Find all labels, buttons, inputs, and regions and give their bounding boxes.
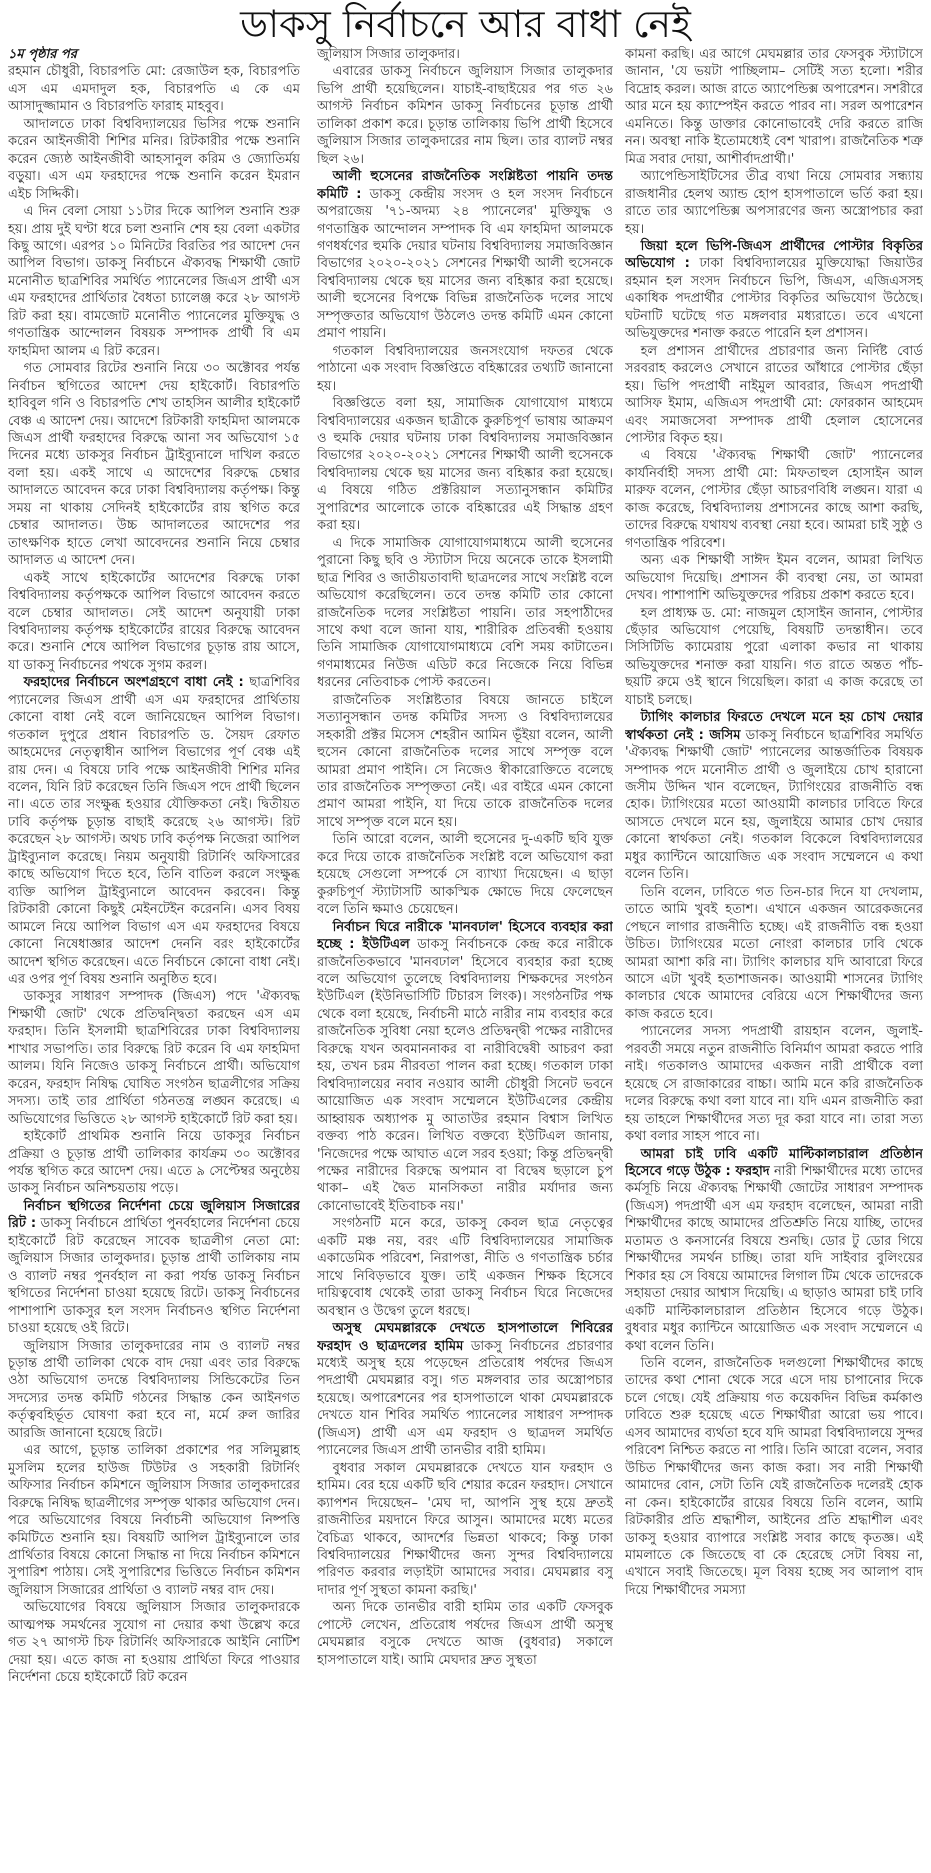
paragraph-text: আদালতে ঢাকা বিশ্ববিদ্যালয়ের ভিসির পক্ষে শুনানি করেন আইনজীবী শিশির মনির। রিটকারীর পক্ষে শুনানি করেন জ্যেষ্ঠ আইনজীবী আহসানুল করিম ও জ্যোতির্ময় বড়ুয়া। এস এম ফরহাদের পক্ষে শুনানি করেন ইমরান এইচ সিদ্দিকী। bbox=[8, 116, 300, 202]
article-paragraph bbox=[8, 203, 300, 360]
paragraph-text: ডাকসু নির্বাচনকে কেন্দ্র করে নারীকে রাজনৈতিকভাবে 'মানবঢাল' হিসেবে ব্যবহার করা হচ্ছে বলে অভিযোগ তুলেছে বিশ্ববিদ্যালয় শিক্ষকদের সংগঠন ইউটিএল (ইউনিভার্সিটি টিচারস লিংক)। সংগঠনটির পক্ষ থেকে বলা হয়েছে, নির্বাচনী মাঠে নারীর নাম ব্যবহার করে রাজনৈতিক সুবিধা নেয়া হলেও প্রতিদ্বন্দ্বী পক্ষের নারীদের বিরুদ্ধে যখন অবমাননাকর বা নারীবিদ্বেষী আচরণ করা হয়, তখন চরম নীরবতা পালন করা হচ্ছে। গতকাল ঢাকা বিশ্ববিদ্যালয়ের নবাব নওয়াব আলী চৌধুরী সিনেট ভবনে আয়োজিত এক সংবাদ সম্মেলনে ইউটিএলের কেন্দ্রীয় আহ্বায়ক অধ্যাপক মু আতাউর রহমান বিশ্বাস লিখিত বক্তব্য পাঠ করেন। লিখিত বক্তব্যে ইউটিএল জানায়, 'নিজেদের পক্ষে আঘাত এলে সরব হওয়া; কিন্তু প্রতিদ্বন্দ্বী পক্ষের নারীদের বিরুদ্ধে অপমান বা বিদ্বেষ ছড়ালে চুপ থাকা– এই দ্বৈত মানসিকতা নারীর মর্যাদার জন্য কোনোভাবেই ইতিবাচক নয়।' bbox=[317, 937, 613, 1214]
article-column-1 bbox=[8, 46, 300, 1871]
subheading: নির্বাচন ঘিরে নারীকে 'মানবঢাল' হিসেবে ব্যবহার করা হচ্ছে : ইউটিএল bbox=[317, 919, 613, 953]
paragraph-text: প্যানেলের সদস্য পদপ্রার্থী রায়হান বলেন, জুলাই-পরবর্তী সময়ে নতুন রাজনীতি বিনির্মাণ আমরা করতে পারি নাই। গতকালও আমাদের একজন নারী প্রার্থীকে বলা হয়েছে সে রাজাকারের বাচ্চা। আমি মনে করি রাজনৈতিক দলের বিরুদ্ধে কথা বলা যাবে না। যদি এমন রাজনীতি করা হয় তাহলে শিক্ষার্থীদের সত্য দূর করা যাবে না। তারা সত্য কথা বলার সাহস পাবে না। bbox=[625, 1024, 923, 1145]
article-paragraph bbox=[317, 535, 613, 692]
article-paragraph bbox=[625, 447, 923, 552]
subheading: অসুস্থ মেঘমল্লারকে দেখতে হাসপাতালে শিবিরের ফরহাদ ও ছাত্রদলের হামিম bbox=[317, 1321, 613, 1354]
article-paragraph bbox=[317, 46, 613, 63]
article-paragraph bbox=[317, 1599, 613, 1669]
paragraph-text: রহমান চৌধুরী, বিচারপতি মো: রেজাউল হক, বিচারপতি এস এম এমদাদুল হক, বিচারপতি এ কে এম আসাদুজ্জামান ও বিচারপতি ফারাহ মাহবুব। bbox=[8, 64, 300, 115]
article-paragraph bbox=[625, 1146, 923, 1355]
headline: ডাকসু নির্বাচনে আর বাধা নেই bbox=[240, 2, 691, 46]
article-paragraph bbox=[625, 552, 923, 604]
paragraph-text: হল প্রশাসন প্রার্থীদের প্রচারণার জন্য নির্দিষ্ট বোর্ড সরবরাহ করলেও সেখানে রাতের আঁধারে পোস্টার ছেঁড়া হয়। ভিপি পদপ্রার্থী নাইমুল আবরার, জিএস পদপ্রার্থী আসিফ ইমাম, এজিএস পদপ্রার্থী মো: ফোরকান আহমেদ এবং সমাজসেবা সম্পাদক প্রার্থী হেলাল হোসেনের পোস্টার বিকৃত হয়। bbox=[625, 343, 923, 446]
paragraph-text: নারী শিক্ষার্থীদের মধ্যে তাদের কর্মসূচি নিয়ে ঐক্যবদ্ধ শিক্ষার্থী জোটের সাধারণ সম্পাদক (জিএস) পদপ্রার্থী এস এম ফরহাদ বলেছেন, আমরা নারী শিক্ষার্থীদের কাছে আমাদের প্রতিশ্রুতি নিয়ে যাচ্ছি, তাদের মতামত ও কনসার্নের বিষয়ে শুনছি। ডোর টু ডোর গিয়ে শিক্ষার্থীদের সমর্থন চাচ্ছি। তারা যদি সাইবার বুলিংয়ের শিকার হয় সে বিষয়ে আমাদের লিগাল টিম থেকে তাদেরকে সহায়তা দেয়ার আশ্বাস দিয়েছি। এ ছাড়াও আমরা চাই ঢাবি একটি মাল্টিকালচারাল প্রতিষ্ঠান হিসেবে গড়ে উঠুক। বুধবার মধুর ক্যান্টিনে আয়োজিত এক সংবাদ সম্মেলনে এ কথা বলেন তিনি। bbox=[625, 1164, 923, 1354]
paragraph-text: জুলিয়াস সিজার তালুকদার। bbox=[317, 47, 460, 62]
paragraph-text: সংগঠনটি মনে করে, ডাকসু কেবল ছাত্র নেতৃত্বের একটি মঞ্চ নয়, বরং এটি বিশ্ববিদ্যালয়ের সামাজিক একাডেমিক পরিবেশ, নিরাপত্তা, নীতি ও গণতান্ত্রিক চর্চার সাথে নিবিড়ভাবে যুক্ত। তাই একজন শিক্ষক হিসেবে দায়িত্ববোধ থেকেই তারা ডাকসু নির্বাচন ঘিরে নিজেদের অবস্থান ও উদ্বেগ তুলে ধরছে। bbox=[317, 1216, 613, 1319]
article-paragraph bbox=[625, 605, 923, 710]
article-paragraph bbox=[625, 709, 923, 884]
subheading: জিয়া হলে ভিপি-জিএস প্রার্থীদের পোস্টার বিকৃতির অভিযোগ : bbox=[625, 238, 923, 272]
article-paragraph bbox=[317, 63, 613, 168]
article-paragraph bbox=[8, 570, 300, 675]
paragraph-text: ডাকসু নির্বাচনে ছাত্রশিবির সমর্থিত 'ঐক্যবদ্ধ শিক্ষার্থী জোট' প্যানেলের আন্তর্জাতিক বিষয়ক সম্পাদক পদে মনোনীত প্রার্থী ও জুলাইয়ে চোখ হারানো জসীম উদ্দিন খান বলেছেন, ট্যাগিংয়ের রাজনীতি বন্ধ হোক। ট্যাগিংয়ের মতো আওয়ামী কালচার ঢাবিতে ফিরে আসতে দেখলে মনে হয়, জুলাইয়ে আমার চোখ দেয়ার কোনো স্বার্থকতা নেই। গতকাল বিকেলে বিশ্ববিদ্যালয়ের মধুর ক্যান্টিনে আয়োজিত এক সংবাদ সম্মেলনে এ কথা বলেন তিনি। bbox=[625, 727, 923, 883]
article-paragraph bbox=[8, 1442, 300, 1599]
paragraph-text: ঢাকা বিশ্ববিদ্যালয়ের মুক্তিযোদ্ধা জিয়াউর রহমান হল সংসদ নির্বাচনে ভিপি, জিএস, এজিএসসহ একাধিক পদপ্রার্থীর পোস্টার বিকৃতির অভিযোগ উঠেছে। ঘটনাটি ঘটেছে গত মঙ্গলবার মধ্যরাতে। তবে এখনো অভিযুক্তদের শনাক্ত করতে পারেনি হল প্রশাসন। bbox=[625, 256, 923, 342]
paragraph-text: ডাকসু নির্বাচনে প্রার্থিতা পুনর্বহালের নির্দেশনা চেয়ে হাইকোর্টে রিট করেছেন সাবেক ছাত্রলীগ নেতা মো: জুলিয়াস সিজার তালুকদার। চূড়ান্ত প্রার্থী তালিকায় নাম ও ব্যালট নম্বর পুনর্বহাল না করা পর্যন্ত ডাকসু নির্বাচন স্থগিতের নির্দেশনা চাওয়া হয়েছে রিটে। ডাকসু নির্বাচনের পাশাপাশি ডাকসুর হল সংসদ নির্বাচনও স্থগিত নির্দেশনা চাওয়া হয়েছে ওই রিটে। bbox=[8, 1216, 300, 1337]
paragraph-text: রাজনৈতিক সংশ্লিষ্টতার বিষয়ে জানতে চাইলে সত্যানুসন্ধান তদন্ত কমিটির সদস্য ও বিশ্ববিদ্যালয়ের সহকারী প্রক্টর মিসেস শেহরীন আমিন ভূঁইয়া বলেন, আলী হুসেন কোনো রাজনৈতিক দলের সাথে সম্পৃক্ত বলে আমরা প্রমাণ পাইনি। সে নিজেও স্বীকারোক্তিতে বলেছে তার রাজনৈতিক সম্পৃক্ততা নেই। এর বাইরে এমন কোনো প্রমাণ আমরা পাইনি, যা দিয়ে তাকে রাজনৈতিক দলের সাথে সম্পৃক্ত বলে মনে হয়। bbox=[317, 692, 613, 830]
article-paragraph bbox=[625, 884, 923, 1024]
article-paragraph bbox=[8, 1338, 300, 1443]
article-paragraph bbox=[8, 1128, 300, 1198]
paragraph-text: বুধবার সকাল মেঘমল্লারকে দেখতে যান ফরহাদ ও হামিম। বের হয়ে একটি ছবি শেয়ার করেন ফরহাদ। সেখানে ক্যাপশন দিয়েছেন– 'মেঘ দা, আপনি সুস্থ হয়ে দ্রুতই রাজনীতির ময়দানে ফিরে আসুন। আমাদের মধ্যে মতের বৈচিত্র্য থাকবে, আদর্শের ভিন্নতা থাকবে; কিন্তু ঢাকা বিশ্ববিদ্যালয়ের শিক্ষার্থীদের জন্য সুন্দর বিশ্ববিদ্যালয়ে পরিণত করবার লড়াইটা আমাদের সবার। মেঘমল্লার বসু দাদার পূর্ণ সুস্থতা কামনা করছি।' bbox=[317, 1460, 613, 1598]
paragraph-text: তিনি আরো বলেন, আলী হুসেনের দু-একটি ছবি যুক্ত করে দিয়ে তাকে রাজনৈতিক সংশ্লিষ্ট বলে অভিযোগ করা হয়েছে সেগুলো সম্পর্কে সে ব্যাখ্যা দিয়েছেন। এ ছাড়া কুরুচিপূর্ণ স্ট্যাটাসটি আকস্মিক ক্ষোভে দিয়ে ফেলেছেন বলে তিনি ক্ষমাও চেয়েছেন। bbox=[317, 832, 613, 918]
paragraph-text: ডাকসুর সাধারণ সম্পাদক (জিএস) পদে 'ঐক্যবদ্ধ শিক্ষার্থী জোট' থেকে প্রতিদ্বন্দ্বিতা করছেন এস এম ফরহাদ। তিনি ইসলামী ছাত্রশিবিরের ঢাকা বিশ্ববিদ্যালয় শাখার সভাপতি। তার বিরুদ্ধে রিট করেন বি এম ফাহমিদা আলম। যিনি নিজেও ডাকসু নির্বাচনে প্রার্থী। অভিযোগ করেন, ফরহাদ নিষিদ্ধ ঘোষিত সংগঠন ছাত্রলীগের সক্রিয় সদস্য। তাই তার প্রার্থিতা গঠনতন্ত্র লঙ্ঘন করেছে। এ অভিযোগের ভিত্তিতে ২৮ আগস্ট হাইকোর্টে রিট করা হয়। bbox=[8, 989, 300, 1127]
article-paragraph bbox=[317, 1460, 613, 1600]
paragraph-text: এবারের ডাকসু নির্বাচনে জুলিয়াস সিজার তালুকদার ভিপি প্রার্থী হয়েছিলেন। যাচাই-বাছাইয়ের পর গত ২৬ আগস্ট নির্বাচন কমিশন ডাকসু নির্বাচনের চূড়ান্ত প্রার্থী তালিকা প্রকাশ করে। চূড়ান্ত তালিকায় ভিপি প্রার্থী হিসেবে জুলিয়াস সিজার তালুকদারের নাম ছিল। তার ব্যালট নম্বর ছিল ২৬। bbox=[317, 64, 613, 167]
article-paragraph bbox=[317, 168, 613, 343]
subheading: নির্বাচন স্থগিতের নির্দেশনা চেয়ে জুলিয়াস সিজারের রিট : bbox=[8, 1198, 300, 1232]
article-paragraph bbox=[8, 1599, 300, 1686]
paragraph-text: অন্য এক শিক্ষার্থী সাঈদ ইমন বলেন, আমরা লিখিত অভিযোগ দিয়েছি। প্রশাসন কী ব্যবস্থা নেয়, তা আমরা দেখব। পাশাপাশি অভিযুক্তদের পরিচয় প্রকাশ করতে হবে। bbox=[625, 553, 923, 604]
paragraph-text: হল প্রাধ্যক্ষ ড. মো: নাজমুল হোসাইন জানান, পোস্টার ছেঁড়ার অভিযোগ পেয়েছি, বিষয়টি তদন্তাধীন। তবে সিসিটিভি ক্যামেরায় পুরো এলাকা কভার না থাকায় অভিযুক্তদের শনাক্ত করা যায়নি। গত রাতে অন্তত পাঁচ-ছয়টি রুমে ওই স্থানে গিয়েছিল। কারা এ কাজ করেছে তা যাচাই চলছে। bbox=[625, 605, 923, 708]
paragraph-text: তিনি বলেন, ঢাবিতে গত তিন-চার দিনে যা দেখলাম, তাতে আমি খুবই হতাশ। এখানে একজন আরেকজনের পেছনে লাগার রাজনীতি হচ্ছে। এই রাজনীতি বন্ধ হওয়া উচিত। ট্যাগিংয়ের মতো নোংরা কালচার ঢাবি থেকে আমরা আশা করি না। ট্যাগিং কালচার যদি আবারো ফিরে আসে এটা খুবই হতাশাজনক। আওয়ামী শাসনের ট্যাগিং কালচার থেকে আমাদের বেরিয়ে এসে শিক্ষার্থীদের জন্য কাজ করতে হবে। bbox=[625, 884, 923, 1022]
paragraph-text: তিনি বলেন, রাজনৈতিক দলগুলো শিক্ষার্থীদের কাছে তাদের কথা শোনা থেকে সরে এসে দায় চাপানোর দিকে চলে গেছে। যেই প্রক্রিয়ায় গত কয়েকদিন বিভিন্ন কর্মকাণ্ড ঢাবিতে শুরু হয়েছে এতে শিক্ষার্থীরা আরো ভয় পাবে। এসব আমাদের ব্যর্থতা হবে যদি আমরা বিশ্ববিদ্যালয়ে সুন্দর পরিবেশ নিশ্চিত করতে না পারি। তিনি আরো বলেন, সবার উচিত শিক্ষার্থীদের জন্য কাজ করা। সব নারী শিক্ষার্থী আমাদের বোন, সেটা তিনি যেই রাজনৈতিক দলেরই হোক না কেন। হাইকোর্টের রায়ের বিষয়ে তিনি বলেন, আমি রিটকারীর প্রতি শ্রদ্ধাশীল, আইনের প্রতি শ্রদ্ধাশীল এবং ডাকসু হওয়ার ব্যাপারে সংশ্লিষ্ট সবার কাছে কৃতজ্ঞ। এই মামলাতে কে জিতেছে বা কে হেরেছে সেটা বিষয় না, এখানে সবাই জিতেছে। মূল বিষয় হচ্ছে সব আলাপ বাদ দিয়ে শিক্ষার্থীদের সমস্যা bbox=[625, 1355, 923, 1598]
subheading: ফরহাদের নির্বাচনে অংশগ্রহণে বাধা নেই : bbox=[23, 675, 244, 691]
article-paragraph bbox=[8, 1198, 300, 1338]
article-paragraph bbox=[8, 988, 300, 1128]
subheading: আলী হুসেনের রাজনৈতিক সংশ্লিষ্টতা পায়নি তদন্ত কমিটি : bbox=[317, 169, 613, 202]
paragraph-text: এর আগে, চূড়ান্ত তালিকা প্রকাশের পর সলিমুল্লাহ মুসলিম হলের হাউজ টিউটর ও সহকারী রিটার্নিং অফিসার নির্বাচন কমিশনে জুলিয়াস সিজার তালুকদারের বিরুদ্ধে নিষিদ্ধ ছাত্রলীগের সম্পৃক্ত থাকার অভিযোগ দেন। পরে অভিযোগের বিষয়ে নির্বাচনী অভিযোগ নিষ্পত্তি কমিটিতে শুনানি হয়। বিষয়টি আপিল ট্রাইব্যুনালে তার প্রার্থিতার বিষয়ে কোনো সিদ্ধান্ত না দিয়ে নির্বাচন কমিশনে সুপারিশ পাঠায়। সেই সুপারিশের ভিত্তিতে নির্বাচন কমিশন জুলিয়াস সিজারের প্রার্থিতা ও ব্যালট নম্বর বাদ দেয়। bbox=[8, 1443, 300, 1598]
article-paragraph bbox=[625, 168, 923, 238]
paragraph-text: এ বিষয়ে 'ঐক্যবদ্ধ শিক্ষার্থী জোট' প্যানেলের কার্যনির্বাহী সদস্য প্রার্থী মো: মিফতাহুল হোসাইন আল মারুফ বলেন, পোস্টার ছেঁড়া আচরণবিধি লঙ্ঘন। যারা এ কাজ করেছে, বিশ্ববিদ্যালয় প্রশাসনের কাছে আশা করছি, তাদের বিরুদ্ধে যথাযথ ব্যবস্থা নেয়া হবে। আমরা চাই সুষ্ঠু ও গণতান্ত্রিক পরিবেশ। bbox=[625, 448, 923, 551]
article-paragraph bbox=[8, 674, 300, 988]
article-paragraph bbox=[8, 63, 300, 115]
paragraph-text: অন্য দিকে তানভীর বারী হামিম তার একটি ফেসবুক পোস্টে লেখেন, প্রতিরোধ পর্ষদের জিএস প্রার্থী অসুস্থ মেঘমল্লার বসুকে দেখতে আজ (বুধবার) সকালে হাসপাতালে যাই। আমি মেঘদার দ্রুত সুস্থতা bbox=[317, 1600, 613, 1668]
article-paragraph bbox=[317, 395, 613, 535]
paragraph-text: ছাত্রশিবির প্যানেলের জিএস প্রার্থী এস এম ফরহাদের প্রার্থিতায় কোনো বাধা নেই বলে জানিয়েছেন আপিল বিভাগ। গতকাল দুপুরে প্রধান বিচারপতি ড. সৈয়দ রেফাত আহমেদের নেতৃত্বাধীন আপিল বিভাগের পূর্ণ বেঞ্চ এই রায় দেন। এ বিষয়ে ঢাবি পক্ষে আইনজীবী শিশির মনির বলেন, যিনি রিট করেছেন তিনি জিএস পদে প্রার্থী ছিলেন না। এতে তার সংক্ষুব্ধ হওয়ার যৌক্তিকতা নেই। দ্বিতীয়ত ঢাবি কর্তৃপক্ষ চূড়ান্ত বাছাই করেছে ২৬ আগস্ট। রিট করেছেন ২৮ আগস্ট। অথচ ঢাবি কর্তৃপক্ষ নিজেরা আপিল ট্রাইব্যুনাল করেছে। নিয়ম অনুযায়ী রিটার্নিং অফিসারের কাছে অভিযোগ দিতে হবে, তিনি বাতিল করলে সংক্ষুব্ধ ব্যক্তি আপিল ট্রাইব্যুনালে আবেদন করবেন। কিন্তু রিটকারী কোনো কিছুই মেইনটেইন করেননি। এসব বিষয় আমলে নিয়ে আপিল বিভাগ এস এম ফরহাদের বিষয়ে কোনো নিষেধাজ্ঞার আদেশ দেননি বরং হাইকোর্টের আদেশ স্থগিত করেছেন। এতে নির্বাচনে কোনো বাধা নেই। এর ওপর পূর্ণ বিষয় শুনানি অনুষ্ঠিত হবে। bbox=[8, 675, 300, 988]
paragraph-text: এ দিন বেলা সোয়া ১১টার দিকে আপিল শুনানি শুরু হয়। প্রায় দুই ঘণ্টা ধরে চলা শুনানি শেষ হয় বেলা একটার কিছু আগে। এরপর ১০ মিনিটের বিরতির পর আদেশ দেন আপিল বিভাগ। ডাকসু নির্বাচনে ঐক্যবদ্ধ শিক্ষার্থী জোট মনোনীত ছাত্রশিবির সমর্থিত প্যানেলের জিএস প্রার্থী এস এম ফরহাদের প্রার্থিতার বৈধতা চ্যালেঞ্জ করে ২৮ আগস্ট রিট করা হয়। বামজোট মনোনীত প্যানেলের মুক্তিযুদ্ধ ও গণতান্ত্রিক আন্দোলন বিষয়ক সম্পাদক প্রার্থী বি এম ফাহমিদা আলম এ রিট করেন। bbox=[8, 204, 300, 359]
paragraph-text: গত সোমবার রিটের শুনানি নিয়ে ৩০ অক্টোবর পর্যন্ত নির্বাচন স্থগিতের আদেশ দেয় হাইকোর্ট। বিচারপতি হাবিবুল গনি ও বিচারপতি শেখ তাহসিন আলীর হাইকোর্ট বেঞ্চ এ আদেশ দেয়। আদেশে রিটকারী ফাহমিদা আলমকে জিএস প্রার্থী ফরহাদের বিরুদ্ধে আনা সব অভিযোগ ১৫ দিনের মধ্যে ডাকসুর নির্বাচন ট্রাইব্যুনালে দাখিল করতে বলা হয়। একই সাথে এ আদেশের বিরুদ্ধে চেম্বার আদালতে আবেদন করে ঢাকা বিশ্ববিদ্যালয় কর্তৃপক্ষ। কিন্তু সময় না থাকায় সেদিনই হাইকোর্টের রায় স্থগিত করে চেম্বার আদালত। উচ্চ আদালতের আদেশের পর তাৎক্ষণিক হাতে লেখা আবেদনের শুনানি নিয়ে চেম্বার আদালত এ আদেশ দেন। bbox=[8, 361, 300, 569]
paragraph-text: এ দিকে সামাজিক যোগাযোগমাধ্যমে আলী হুসেনের পুরানো কিছু ছবি ও স্ট্যাটাস দিয়ে অনেকে তাকে ইসলামী ছাত্র শিবির ও জাতীয়তাবাদী ছাত্রদলের সাথে সংশ্লিষ্ট বলে অভিযোগ করেছিলেন। তবে তদন্ত কমিটি তার কোনো রাজনৈতিক দলের সংশ্লিষ্টতা পায়নি। তার সহপাঠীদের সাথে কথা বলে জানা যায়, শারীরিক প্রতিবন্ধী হওয়ায় তিনি সামাজিক যোগাযোগমাধ্যমে বেশি সময় কাটাতেন। গণমাধ্যমের নিউজ এডিট করে নিজেকে নিয়ে বিভিন্ন ধরনের নেতিবাচক পোস্ট করতেন। bbox=[317, 535, 613, 691]
article-paragraph bbox=[625, 238, 923, 343]
paragraph-text: জুলিয়াস সিজার তালুকদারের নাম ও ব্যালট নম্বর চূড়ান্ত প্রার্থী তালিকা থেকে বাদ দেয়া এবং তার বিরুদ্ধে ওঠা অভিযোগ তদন্তে বিশ্ববিদ্যালয় সিন্ডিকেটের তিন সদস্যের তদন্ত কমিটি গঠনের সিদ্ধান্ত কেন আইনগত কর্তৃত্ববহির্ভূত ঘোষণা করা হবে না, মর্মে রুল জারির আরজি জানানো হয়েছে রিটে। bbox=[8, 1338, 300, 1441]
article-paragraph bbox=[8, 360, 300, 569]
paragraph-text: অভিযোগের বিষয়ে জুলিয়াস সিজার তালুকদারকে আত্মপক্ষ সমর্থনের সুযোগ না দেয়ার কথা উল্লেখ করে গত ২৭ আগস্ট চিফ রিটার্নিং অফিসারকে আইনি নোটিশ দেয়া হয়। এতে কাজ না হওয়ায় প্রার্থিতা ফিরে পাওয়ার নির্দেশনা চেয়ে হাইকোর্টে রিট করেন bbox=[8, 1600, 300, 1686]
paragraph-text: গতকাল বিশ্ববিদ্যালয়ের জনসংযোগ দফতর থেকে পাঠানো এক সংবাদ বিজ্ঞপ্তিতে বহিষ্কারের তথ্যটি জানানো হয়। bbox=[317, 343, 613, 394]
article-paragraph bbox=[317, 343, 613, 395]
paragraph-text: কামনা করছি। এর আগে মেঘমল্লার তার ফেসবুক স্ট্যাটাসে জানান, 'যে ভয়টা পাচ্ছিলাম– সেটিই সত্য হলো। শরীর বিদ্রোহ করল। আজ রাতে অ্যাপেন্ডিক্স অপারেশন। সশরীরে আর মনে হয় ক্যাম্পেইন করতে পারব না। সরল অপারেশন এমনিতে। কিন্তু ডাক্তার কোনোভাবেই দেরি করতে রাজি নন। অবস্থা নাকি ইতোমধ্যেই বেশ খারাপ। রাজনৈতিক শত্রু মিত্র সবার দোয়া, আশীর্বাদপ্রার্থী।' bbox=[625, 47, 923, 167]
article-paragraph bbox=[625, 1355, 923, 1599]
paragraph-text: ডাকসু কেন্দ্রীয় সংসদ ও হল সংসদ নির্বাচনে অপরাজেয় '৭১-অদম্য ২৪ প্যানেলের' মুক্তিযুদ্ধ ও গণতান্ত্রিক আন্দোলন সম্পাদক বি এম ফাহমিদা আলমকে গণধর্ষণের হুমকি দেয়ার ঘটনায় বিশ্ববিদ্যালয় সমাজবিজ্ঞান বিভাগের ২০২০-২০২১ সেশনের শিক্ষার্থী আলী হুসেনকে বিশ্ববিদ্যালয় থেকে ছয় মাসের জন্য বহিষ্কার করা হয়েছে। আলী হুসেনের বিপক্ষে বিভিন্ন রাজনৈতিক দলের সাথে সম্পৃক্ততার অভিযোগ উঠলেও তদন্ত কমিটি এমন কোনো প্রমাণ পায়নি। bbox=[317, 186, 613, 342]
article-column-3 bbox=[625, 46, 923, 1871]
paragraph-text: বিজ্ঞপ্তিতে বলা হয়, সামাজিক যোগাযোগ মাধ্যমে বিশ্ববিদ্যালয়ের একজন ছাত্রীকে কুরুচিপূর্ণ ভাষায় আক্রমণ ও হুমকি দেয়ার ঘটনায় ঢাকা বিশ্ববিদ্যালয় সমাজবিজ্ঞান বিভাগের ২০২০-২০২১ সেশনের শিক্ষার্থী আলী হুসেনকে বিশ্ববিদ্যালয় থেকে ছয় মাসের জন্য বহিষ্কার করা হয়েছে। এ বিষয়ে গঠিত প্রক্টরিয়াল সত্যানুসন্ধান কমিটির সুপারিশের আলোকে তাকে বহিষ্কারের এই সিদ্ধান্ত গ্রহণ করা হয়। bbox=[317, 396, 613, 534]
paragraph-text: অ্যাপেন্ডিসাইটিসের তীব্র ব্যথা নিয়ে সোমবার সন্ধ্যায় রাজধানীর হেলথ অ্যান্ড হোপ হাসপাতালে ভর্তি করা হয়। রাতে তার অ্যাপেন্ডিক্স অপসারণের জন্য অস্ত্রোপচার করা হয়। bbox=[625, 169, 923, 237]
article-paragraph bbox=[625, 1023, 923, 1145]
article-paragraph bbox=[317, 692, 613, 832]
article-paragraph bbox=[317, 1215, 613, 1320]
article-paragraph bbox=[317, 919, 613, 1216]
paragraph-text: ডাকসু নির্বাচনের প্রচারণার মধ্যেই অসুস্থ হয়ে পড়েছেন প্রতিরোধ পর্ষদের জিএস পদপ্রার্থী মেঘমল্লার বসু। গত মঙ্গলবার তার অস্ত্রোপচার হয়েছে। অপারেশনের পর হাসপাতালে থাকা মেঘমল্লারকে দেখতে যান শিবির সমর্থিত প্যানেলের সাধারণ সম্পাদক (জিএস) প্রার্থী এস এম ফরহাদ ও ছাত্রদল সমর্থিত প্যানেলের জিএস প্রার্থী তানভীর বারী হামিম। bbox=[317, 1338, 613, 1459]
article-paragraph bbox=[625, 46, 923, 168]
article-paragraph bbox=[625, 343, 923, 448]
subheading: ট্যাগিং কালচার ফিরতে দেখলে মনে হয় চোখ দেয়ার স্বার্থকতা নেই : জসিম bbox=[625, 710, 923, 743]
article-paragraph bbox=[317, 1320, 613, 1460]
article-column-2 bbox=[317, 46, 613, 1871]
paragraph-text: হাইকোর্ট প্রাথমিক শুনানি নিয়ে ডাকসুর নির্বাচন প্রক্রিয়া ও চূড়ান্ত প্রার্থী তালিকার কার্যক্রম ৩০ অক্টোবর পর্যন্ত স্থগিত করে আদেশ দেয়। এতে ৯ সেপ্টেম্বর অনুষ্ঠেয় ডাকসু নির্বাচন অনিশ্চয়তায় পড়ে। bbox=[8, 1129, 300, 1197]
subheading: আমরা চাই ঢাবি একটি মাল্টিকালচারাল প্রতিষ্ঠান হিসেবে গড়ে উঠুক : ফরহাদ bbox=[625, 1146, 923, 1179]
article-paragraph bbox=[8, 116, 300, 203]
continued-from-label: ১ম পৃষ্ঠার পর bbox=[8, 47, 77, 62]
article-paragraph bbox=[317, 831, 613, 918]
paragraph-text: একই সাথে হাইকোর্টের আদেশের বিরুদ্ধে ঢাকা বিশ্ববিদ্যালয় কর্তৃপক্ষকে আপিল বিভাগে আবেদন করতে বলে চেম্বার আদালত। সেই আদেশ অনুযায়ী ঢাকা বিশ্ববিদ্যালয় কর্তৃপক্ষ হাইকোর্টের রায়ের বিরুদ্ধে আবেদন করে। শুনানি শেষে আপিল বিভাগের চূড়ান্ত রায় আসে, যা ডাকসু নির্বাচনের পথকে সুগম করল। bbox=[8, 570, 300, 673]
